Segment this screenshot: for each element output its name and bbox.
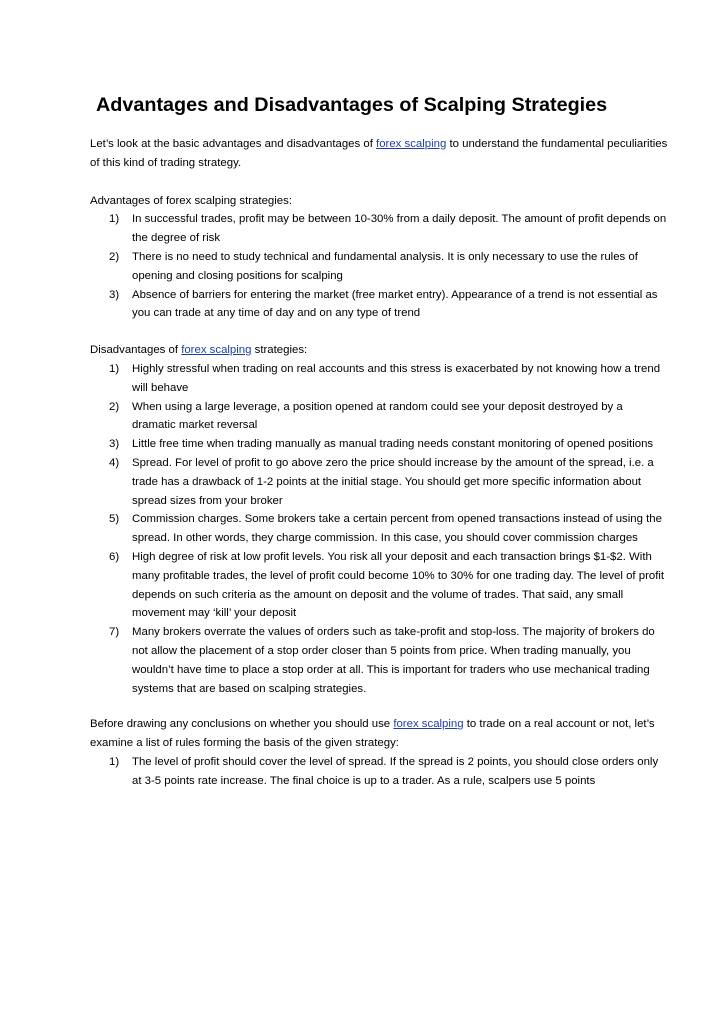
list-item-number: 2) [109, 400, 120, 413]
list-item-text: The level of profit should cover the level of spread. If the spread is 2 points, you should close orders only at 3-5 points rate increase. The final choice is up to a trader. As a rule, scalpers use 5 points [132, 755, 659, 787]
forex-scalping-link[interactable]: forex scalping [393, 718, 464, 731]
list-item-number: 7) [109, 626, 120, 639]
list-item-number: 5) [109, 513, 120, 526]
list-item-number: 1) [109, 755, 120, 768]
list-item [90, 398, 668, 436]
forex-scalping-link[interactable]: forex scalping [376, 138, 447, 150]
list-item-number: 6) [109, 550, 120, 563]
list-item-number: 2) [109, 250, 120, 263]
list-item-number: 1) [109, 362, 120, 375]
disadvantages-heading-before: Disadvantages of [90, 344, 182, 357]
list-item-text: Little free time when trading manually as manual trading needs constant monitoring of opened positions [132, 438, 654, 451]
list-item-text: When using a large leverage, a position opened at random could see your deposit destroyed by a dramatic market reversal [132, 400, 623, 432]
list-item [90, 753, 668, 791]
intro-text-before: Let’s look at the basic advantages and disadvantages of [90, 138, 377, 150]
forex-scalping-link[interactable]: forex scalping [181, 344, 252, 357]
list-item [90, 286, 668, 324]
list-item [90, 623, 668, 698]
rules-intro-paragraph [90, 715, 668, 753]
intro-text-after: to understand the fundamental peculiarities of this kind of trading strategy. [90, 138, 668, 169]
list-item-number: 3) [109, 438, 120, 451]
list-item-text: Spread. For level of profit to go above zero the price should increase by the amount of the spread, i.e. a trade has a drawback of 1-2 points at the initial stage. You should get more specific information about spread sizes from your broker [132, 456, 654, 507]
list-item-text: High degree of risk at low profit levels. You risk all your deposit and each transaction brings $1-$2. With many profitable trades, the level of profit could become 10% to 30% for one trading day. The level of profit depends on such criteria as the amount on deposit and the volume of trades. That said, any small movement may ‘kill’ your deposit [132, 550, 665, 620]
list-item [90, 435, 668, 454]
list-item [90, 210, 668, 248]
list-item-text: In successful trades, profit may be between 10-30% from a daily deposit. The amount of profit depends on the degree of risk [132, 213, 667, 245]
disadvantages-list [90, 360, 668, 698]
list-item-number: 3) [109, 288, 120, 301]
list-item-text: Absence of barriers for entering the market (free market entry). Appearance of a trend is not essential as you can trade at any time of day and on any type of trend [132, 288, 658, 320]
list-item [90, 510, 668, 548]
list-item [90, 248, 668, 286]
intro-paragraph [90, 135, 668, 173]
list-item-text: Many brokers overrate the values of orders such as take-profit and stop-loss. The majority of brokers do not allow the placement of a stop order closer than 5 points from price. When trading manually, you wouldn’t have time to place a stop order at all. This is important for traders who use mechanical trading systems that are based on scalping strategies. [132, 626, 655, 695]
list-item [90, 454, 668, 510]
list-item-text: Highly stressful when trading on real accounts and this stress is exacerbated by not knowing how a trend will behave [132, 362, 661, 394]
list-item [90, 360, 668, 398]
list-item-number: 1) [109, 213, 120, 226]
rules-list [90, 753, 668, 791]
list-item [90, 548, 668, 623]
disadvantages-heading [90, 341, 668, 360]
disadvantages-heading-after: strategies: [251, 344, 308, 357]
list-item-text: Commission charges. Some brokers take a certain percent from opened transactions instead of using the spread. In other words, they charge commission. In this case, you should cover commission charges [132, 513, 662, 545]
advantages-list [90, 210, 668, 323]
list-item-text: There is no need to study technical and fundamental analysis. It is only necessary to use the rules of opening and closing positions for scalping [132, 250, 638, 282]
page-title: Advantages and Disadvantages of Scalping Strategies [96, 94, 608, 116]
list-item-number: 4) [109, 456, 120, 469]
rules-intro-before: Before drawing any conclusions on whether you should use [90, 718, 394, 731]
advantages-heading: Advantages of forex scalping strategies: [90, 194, 292, 207]
rules-intro-after: to trade on a real account or not, let’s examine a list of rules forming the basis of the given strategy: [90, 718, 655, 750]
